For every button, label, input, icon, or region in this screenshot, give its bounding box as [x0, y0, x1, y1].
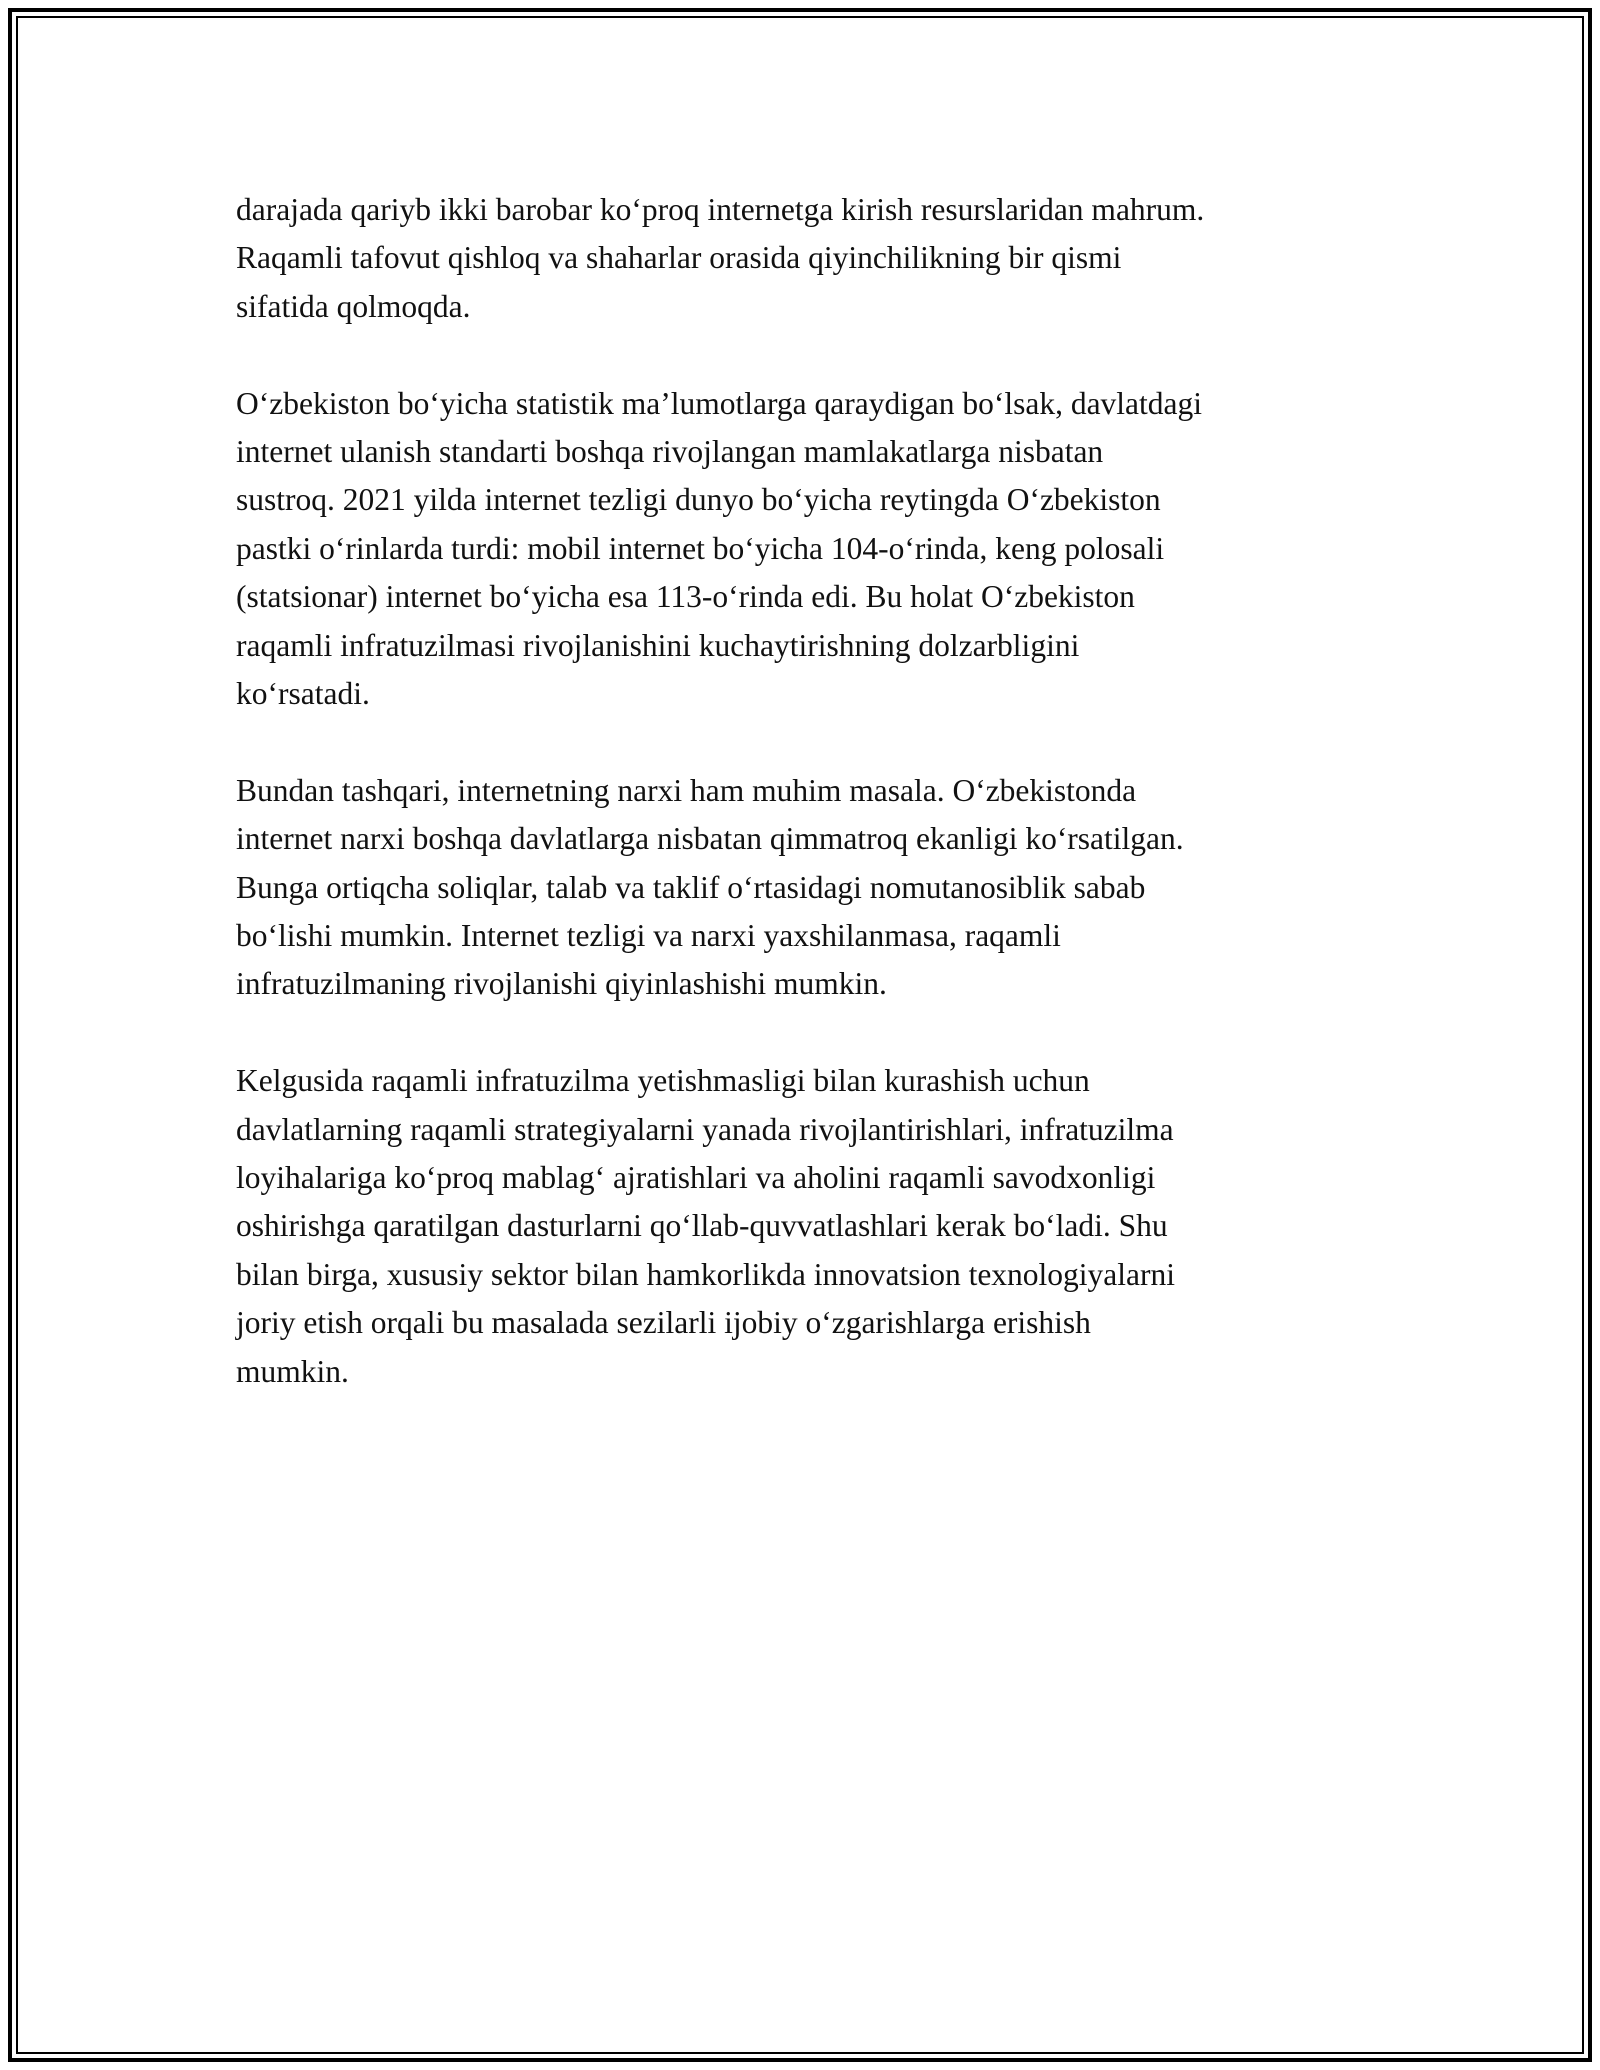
- text-line: loyihalariga ko‘proq mablag‘ ajratishlari va aholini raqamli savodxonligi: [236, 1160, 1156, 1196]
- document-body: [236, 186, 1396, 1445]
- text-line: Bunga ortiqcha soliqlar, talab va taklif o‘rtasidagi nomutanosiblik sabab: [236, 869, 1146, 905]
- text-line: O‘zbekiston bo‘yicha statistik ma’lumotlarga qaraydigan bo‘lsak, davlatdagi: [236, 385, 1203, 421]
- text-line: raqamli infratuzilmasi rivojlanishini kuchaytirishning dolzarbligini: [236, 627, 1080, 663]
- text-line: internet ulanish standarti boshqa rivojlangan mamlakatlarga nisbatan: [236, 434, 1104, 470]
- text-line: pastki o‘rinlarda turdi: mobil internet bo‘yicha 104-o‘rinda, keng polosali: [236, 530, 1165, 566]
- paragraph-4: [236, 1057, 1396, 1396]
- text-line: bo‘lishi mumkin. Internet tezligi va narxi yaxshilanmasa, raqamli: [236, 918, 1061, 954]
- text-line: davlatlarning raqamli strategiyalarni yanada rivojlantirishlari, infratuzilma: [236, 1111, 1174, 1147]
- text-line: darajada qariyb ikki barobar ko‘proq internetga kirish resurslaridan mahrum.: [236, 192, 1205, 227]
- text-line: internet narxi boshqa davlatlarga nisbatan qimmatroq ekanligi ko‘rsatilgan.: [236, 821, 1184, 857]
- text-line: ko‘rsatadi.: [236, 676, 370, 712]
- text-line: sustroq. 2021 yilda internet tezligi dunyo bo‘yicha reytingda O‘zbekiston: [236, 482, 1161, 518]
- paragraph-2: [236, 380, 1396, 719]
- paragraph-3: [236, 767, 1396, 1009]
- text-line: Kelgusida raqamli infratuzilma yetishmasligi bilan kurashish uchun: [236, 1063, 1090, 1099]
- text-line: Raqamli tafovut qishloq va shaharlar orasida qiyinchilikning bir qismi: [236, 240, 1122, 276]
- text-line: oshirishga qaratilgan dasturlarni qo‘llab-quvvatlashlari kerak bo‘ladi. Shu: [236, 1208, 1168, 1244]
- text-line: (statsionar) internet bo‘yicha esa 113-o‘rinda edi. Bu holat O‘zbekiston: [236, 579, 1135, 615]
- text-line: joriy etish orqali bu masalada sezilarli ijobiy o‘zgarishlarga erishish: [236, 1305, 1091, 1341]
- text-line: Bundan tashqari, internetning narxi ham muhim masala. O‘zbekistonda: [236, 772, 1137, 808]
- paragraph-1: [236, 186, 1396, 331]
- text-line: infratuzilmaning rivojlanishi qiyinlashishi mumkin.: [236, 966, 887, 1002]
- text-line: sifatida qolmoqda.: [236, 288, 471, 324]
- text-line: bilan birga, xususiy sektor bilan hamkorlikda innovatsion texnologiyalarni: [236, 1256, 1176, 1292]
- text-line: mumkin.: [236, 1353, 349, 1389]
